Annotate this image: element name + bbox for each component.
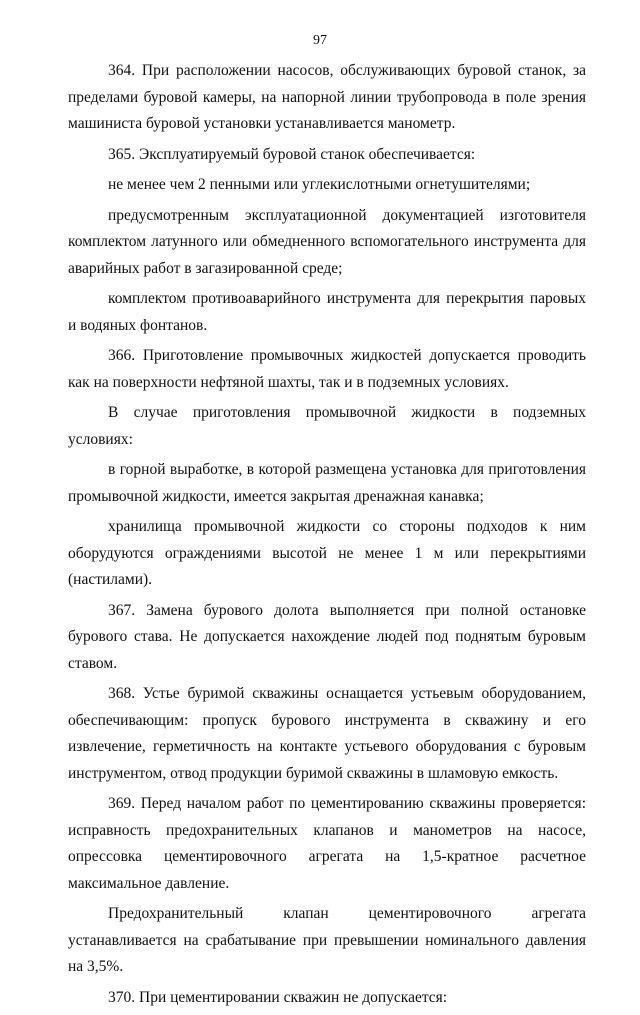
paragraph-370: 370. При цементировании скважин не допускается: <box>108 988 448 1006</box>
list-item-auxiliary-tools: предусмотренным эксплуатационной документацией изготовителя комплектом латунного или обмедненного вспомогательного инструмента для аварийных работ в загазированной среде; <box>68 206 586 277</box>
paragraph-365: 365. Эксплуатируемый буровой станок обеспечивается: <box>108 145 476 163</box>
paragraph-364: 364. При расположении насосов, обслуживающих буровой станок, за пределами буровой камеры, на напорной линии трубопровода в поле зрения машиниста буровой установки устанавливается манометр. <box>68 62 586 132</box>
list-item-fencing: хранилища промывочной жидкости со стороны подходов к ним оборудуются ограждениями высотой не менее 1 м или перекрытиями (настилами). <box>68 518 586 588</box>
document-body <box>68 58 586 1015</box>
paragraph-underground-preparation: В случае приготовления промывочной жидкости в подземных условиях: <box>68 404 586 448</box>
paragraph-369: 369. Перед началом работ по цементированию скважины проверяется: исправность предохранительных клапанов и манометров на насосе, опрессовка цементировочного агрегата на 1,5-кратное расчетное максимальное давление. <box>68 795 586 892</box>
list-item-emergency-tools: комплектом противоаварийного инструмента для перекрытия паровых и водяных фонтанов. <box>68 290 586 334</box>
paragraph-368: 368. Устье буримой скважины оснащается устьевым оборудованием, обеспечивающим: пропуск бурового инструмента в скважину и его извлечение, герметичность на контакте устьевого оборудования с буровым инструментом, отвод продукции буримой скважины в шламовую емкость. <box>68 685 586 782</box>
paragraph-367: 367. Замена бурового долота выполняется при полной остановке бурового става. Не допускается нахождение людей под поднятым буровым ставом. <box>68 601 586 672</box>
paragraph-366: 366. Приготовление промывочных жидкостей допускается проводить как на поверхности нефтяной шахты, так и в подземных условиях. <box>68 347 586 391</box>
paragraph-safety-valve: Предохранительный клапан цементировочного агрегата устанавливается на срабатывание при превышении номинального давления на 3,5%. <box>68 905 586 975</box>
list-item-extinguishers: не менее чем 2 пенными или углекислотными огнетушителями; <box>108 176 531 193</box>
list-item-drainage-ditch: в горной выработке, в которой размещена установка для приготовления промывочной жидкости, имеется закрытая дренажная канавка; <box>68 461 586 505</box>
page-number: 97 <box>313 33 327 48</box>
